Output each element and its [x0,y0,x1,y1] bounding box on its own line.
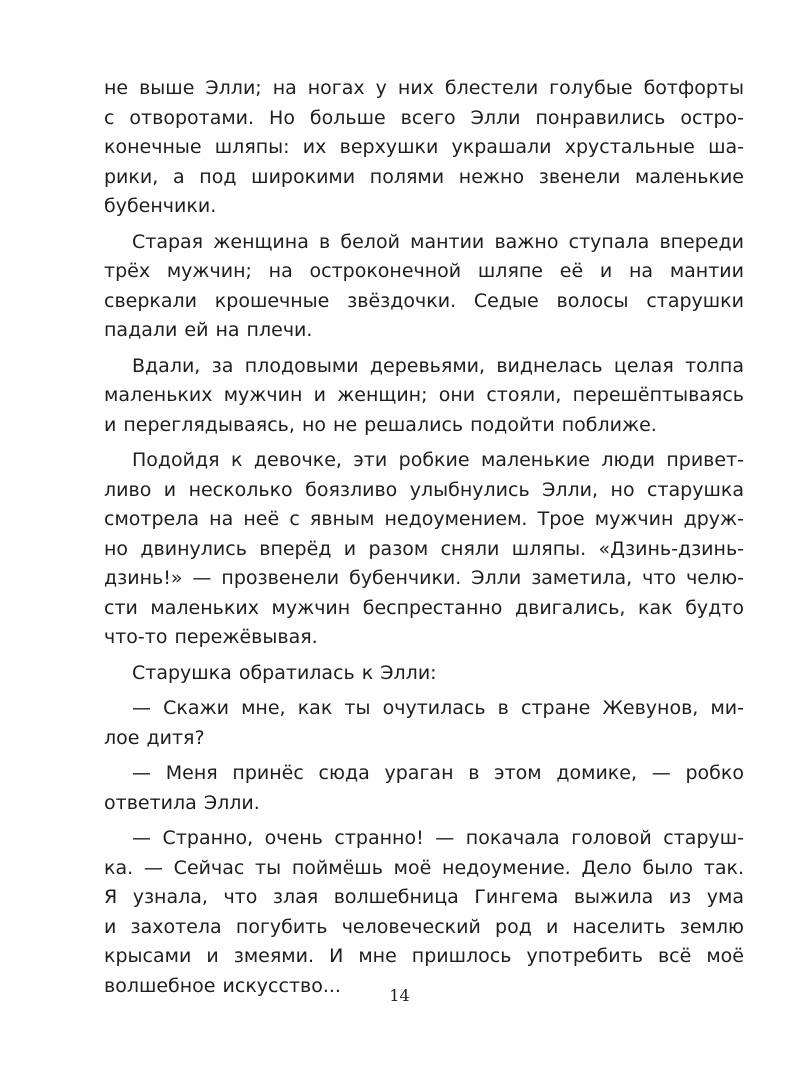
text-line: Старушка обратилась к Элли: [132,661,437,684]
text-line: — Странно, очень странно! — покачала головой старуш- [132,827,744,849]
text-line: трёх мужчин; на остроконечной шляпе её и на мантии [104,260,744,282]
text-line: бубенчики. [104,195,217,217]
text-line: дзинь!» — прозвенели бубенчики. Элли заметила, что челю- [104,567,744,589]
paragraph [104,446,744,653]
text-line: и переглядываясь, но не решались подойти поближе. [104,413,657,436]
paragraph [104,694,744,753]
text-line: маленьких мужчин и женщин; они стояли, перешёптываясь [104,384,744,406]
text-line: сверкали крошечные звёздочки. Седые волосы старушки [104,289,744,312]
paragraph [104,228,744,346]
text-line: конечные шляпы: их верхушки украшали хрустальные ша- [104,136,744,158]
text-line: лое дитя? [104,726,205,749]
text-line: не выше Элли; на ногах у них блестели голубые ботфорты [104,77,744,99]
body-text [104,74,744,1007]
text-line: Я узнала, что злая волшебница Гингема выжила из ума [104,886,744,908]
paragraph [104,759,744,818]
text-line: рики, а под широкими полями нежно звенели маленькие [104,165,744,188]
paragraph [104,352,744,441]
text-line: волшебное искусство... [104,974,341,997]
text-line: ка. — Сейчас ты поймёшь моё недоумение. Дело было так. [104,856,744,879]
text-line: сти маленьких мужчин беспрестанно двигались, как будто [104,596,744,619]
text-line: но двинулись вперёд и разом сняли шляпы. «Дзинь-дзинь- [104,537,744,560]
paragraph [104,74,744,222]
paragraph [104,824,744,1001]
text-line: — Меня принёс сюда ураган в этом домике, — робко [132,762,744,784]
page-number: 14 [389,986,410,1005]
text-line: падали ей на плечи. [104,319,313,341]
text-line: и захотела погубить человеческий род и населить землю [104,915,744,938]
text-line: что-то пережёвывая. [104,626,318,648]
text-line: с отворотами. Но больше всего Элли понравились остро- [104,106,744,129]
text-line: крысами и змеями. И мне пришлось употребить всё моё [104,945,744,967]
text-line: ответила Элли. [104,791,260,814]
text-line: ливо и несколько боязливо улыбнулись Элли, но старушка [104,478,744,501]
paragraph [104,659,744,689]
text-line: — Скажи мне, как ты очутилась в стране Жевунов, ми- [132,697,744,719]
text-line: смотрела на неё с явным недоумением. Трое мужчин друж- [104,508,744,530]
text-line: Старая женщина в белой мантии важно ступала впереди [132,230,744,253]
text-line: Подойдя к девочке, эти робкие маленькие люди привет- [132,449,744,471]
text-line: Вдали, за плодовыми деревьями, виднелась целая толпа [132,354,744,377]
